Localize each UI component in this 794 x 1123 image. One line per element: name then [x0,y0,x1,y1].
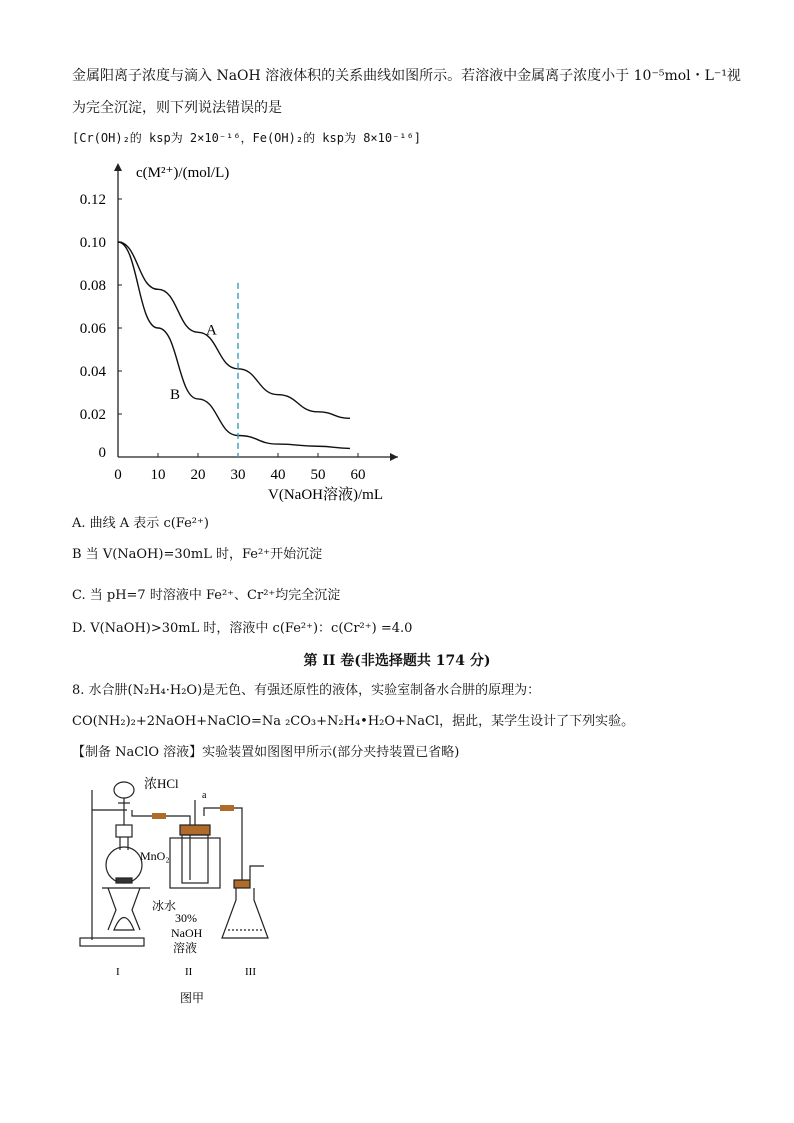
label-III: III [245,966,256,978]
label-naoh: NaOH [171,926,203,940]
stand-base [80,938,144,946]
label-hcl: 浓HCl [144,776,179,791]
x-tick-label: 40 [270,467,286,483]
y-axis-arrow [114,163,122,171]
series-label-a: A [206,322,217,339]
ice-bath-beaker [170,838,220,888]
y-tick-label: 0 [98,445,106,461]
q7-stem-line2: 为完全沉淀，则下列说法错误的是 [72,100,282,116]
x-tick-label: 20 [190,467,206,483]
q8-line1: 8. 水合肼(N₂H₄·H₂O)是无色、有强还原性的液体，实验室制备水合肼的原理为： [72,683,541,698]
label-30pct: 30% [175,911,197,925]
series-label-b: B [170,386,181,403]
x-axis-arrow [390,453,398,461]
y-tick-label: 0.06 [79,321,106,337]
y-axis-label: c(M²⁺)/(mol/L) [136,165,230,181]
q8-line2: CO(NH₂)₂+2NaOH+NaClO=Na ₂CO₃+N₂H₄•H₂O+NaCl，据此，某学生设计了下列实验。 [72,714,635,729]
x-axis-label: V(NaOH溶液)/mL [268,487,383,503]
y-tick-label: 0.10 [79,235,106,251]
x-tick-label: 30 [230,467,246,483]
apparatus-figure [72,770,292,1010]
concentration-chart [60,155,420,510]
label-I: I [116,966,120,978]
q7-option-b: B 当 V(NaOH)=30mL 时，Fe²⁺开始沉淀 [72,547,323,562]
alcohol-lamp [114,918,134,931]
y-tick-label: 0.04 [79,364,106,380]
label-a: a [202,790,207,801]
q7-option-a: A. 曲线 A 表示 c(Fe²⁺) [72,516,209,531]
dropping-funnel [114,782,134,798]
q7-ksp-note: [Cr(OH)₂的 ksp为 2×10⁻¹⁶，Fe(OH)₂的 ksp为 8×10⁻¹⁶] [72,131,421,145]
series-line-b [118,242,350,448]
x-tick-label: 50 [310,467,326,483]
q8-line3: 【制备 NaClO 溶液】实验装置如图图甲所示(部分夹持装置已省略) [72,745,460,760]
y-tick-label: 0.08 [79,278,106,294]
figure-caption: 图甲 [180,991,205,1005]
x-tick-label: 60 [350,467,366,483]
x-tick-label: 10 [150,467,166,483]
label-solution: 溶液 [173,941,198,955]
q7-stem-line1: 金属阳离子浓度与滴入 NaOH 溶液体积的关系曲线如图所示。若溶液中金属离子浓度小于 10⁻⁵mol・L⁻¹视 [72,68,741,84]
q7-option-c: C. 当 pH=7 时溶液中 Fe²⁺、Cr²⁺均完全沉淀 [72,588,341,603]
naoh-tube [182,835,208,883]
label-mno2: MnO₂ [140,849,170,863]
label-II: II [185,966,193,978]
x-tick-label: 0 [114,467,122,483]
label-ice-water: 冰水 [152,899,177,913]
mno2-solid [116,878,132,883]
q7-option-d: D. V(NaOH)>30mL 时，溶液中 c(Fe²⁺)：c(Cr²⁺) =4.0 [72,621,413,636]
part2-title: 第 II 卷(非选择题共 174 分) [303,653,491,669]
series-line-a [118,242,350,418]
y-tick-label: 0.02 [79,407,106,423]
y-tick-label: 0.12 [79,192,106,208]
